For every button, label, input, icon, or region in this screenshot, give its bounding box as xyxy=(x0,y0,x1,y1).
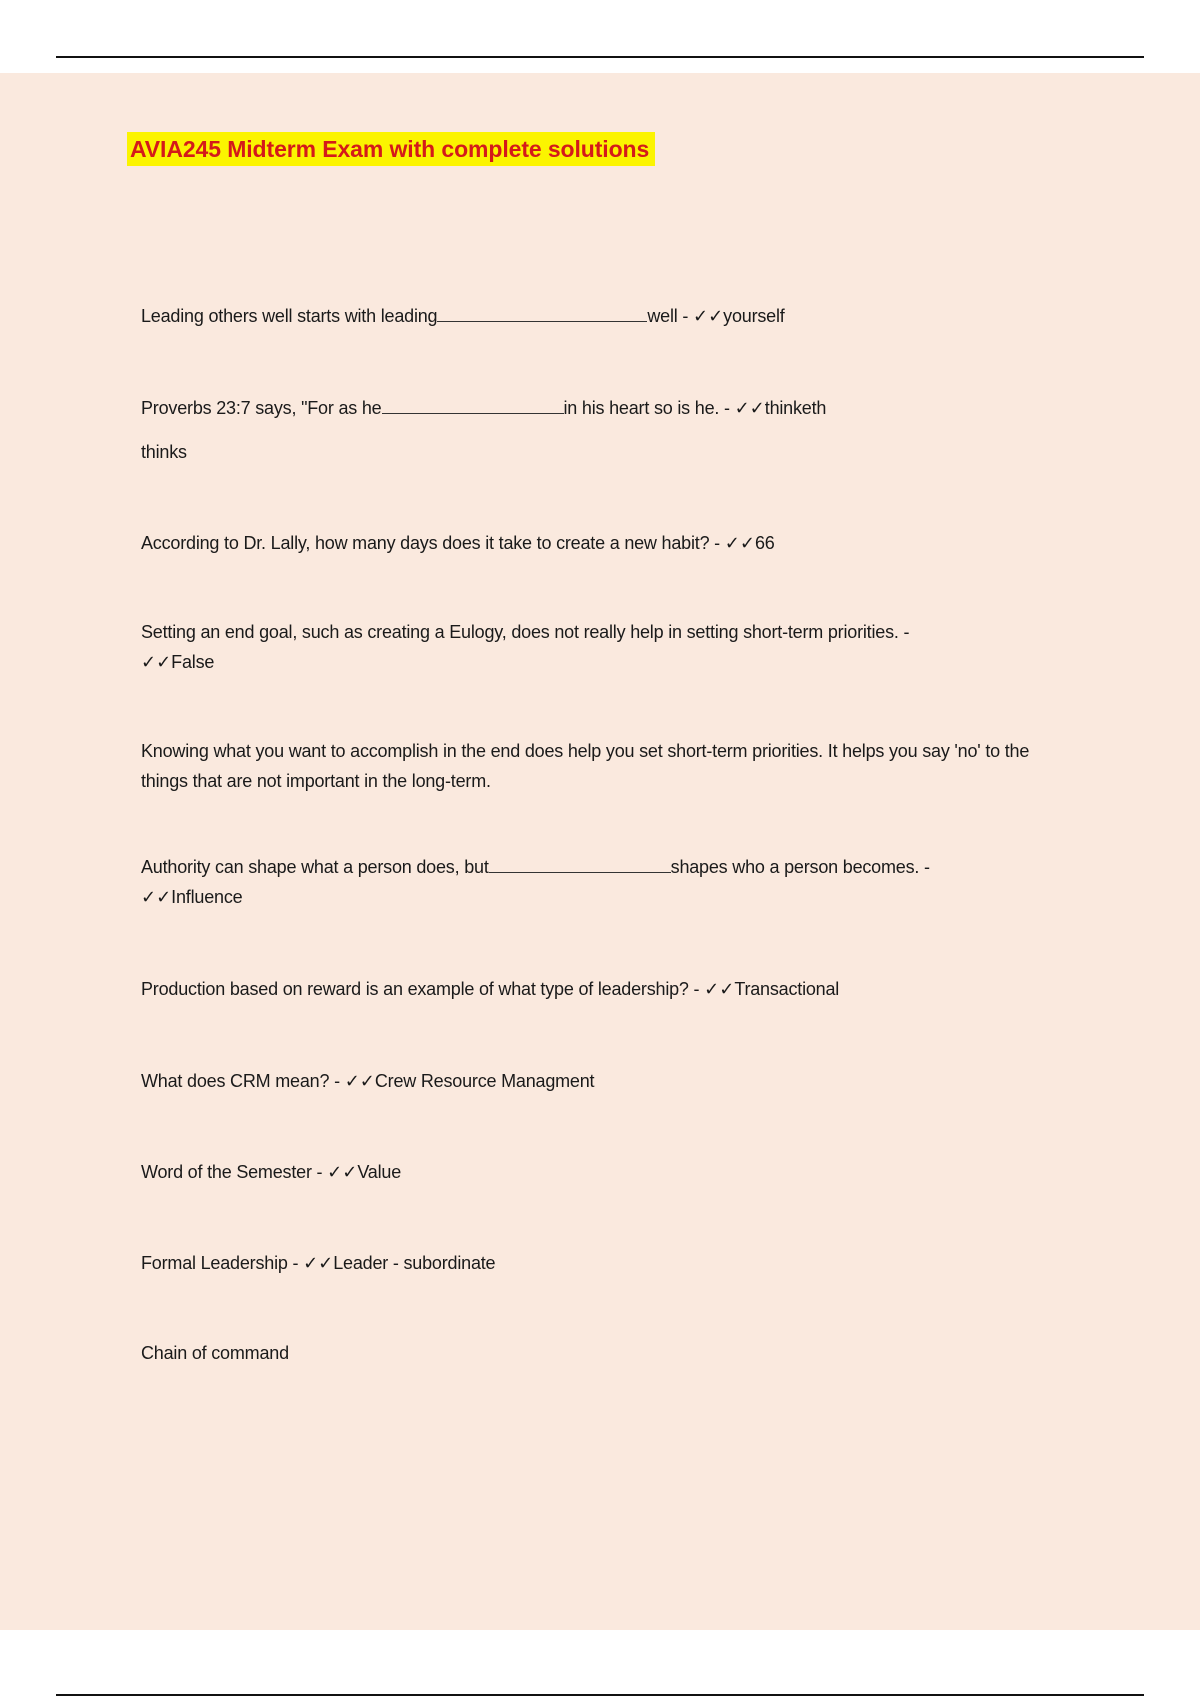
answer-blank xyxy=(437,304,647,322)
question-3-prompt: According to Dr. Lally, how many days does it take to create a new habit? - xyxy=(141,533,725,553)
question-9 xyxy=(141,1248,1041,1278)
answer-blank xyxy=(489,855,671,873)
question-8-prompt: Word of the Semester - xyxy=(141,1162,328,1182)
check-mark: ✓✓ xyxy=(303,1253,334,1273)
question-2-answer: thinketh xyxy=(764,398,827,418)
question-4-prompt: Setting an end goal, such as creating a Eulogy, does not really help in setting short-term priorities. - xyxy=(141,622,910,642)
check-mark: ✓✓ xyxy=(692,306,724,326)
question-1-prompt: Leading others well starts with leading xyxy=(141,306,438,326)
question-2-note: thinks xyxy=(141,442,187,462)
question-3 xyxy=(141,528,1041,558)
question-7-answer: Crew Resource Managment xyxy=(374,1071,595,1091)
question-5-prompt: Authority can shape what a person does, but xyxy=(141,857,489,877)
question-7-prompt: What does CRM mean? - xyxy=(141,1071,345,1091)
question-1 xyxy=(141,301,1041,331)
question-7 xyxy=(141,1066,1041,1096)
question-5-answer: Influence xyxy=(171,887,243,907)
question-5-prompt-end: shapes who a person becomes. - xyxy=(670,857,930,877)
question-2 xyxy=(141,393,1041,423)
question-4-answer: False xyxy=(171,652,215,672)
question-6 xyxy=(141,974,1041,1004)
question-6-prompt: Production based on reward is an example of what type of leadership? - xyxy=(141,979,705,999)
question-6-answer: Transactional xyxy=(734,979,840,999)
check-mark: ✓✓ xyxy=(344,1071,375,1091)
check-mark: ✓✓ xyxy=(724,533,755,553)
question-2-prompt: Proverbs 23:7 says, "For as he xyxy=(141,398,382,418)
explanation-paragraph: Knowing what you want to accomplish in the end does help you set short-term priorities. It helps you say 'no' to the things that are not important in the long-term. xyxy=(141,741,1030,791)
question-8 xyxy=(141,1157,1041,1187)
question-4 xyxy=(141,617,1041,677)
question-9-prompt: Formal Leadership - xyxy=(141,1253,304,1273)
check-mark: ✓✓ xyxy=(734,398,765,418)
header-rule xyxy=(56,56,1144,58)
question-1-prompt-end: well - xyxy=(647,306,693,326)
question-1-answer: yourself xyxy=(723,306,785,326)
question-5 xyxy=(141,852,1041,912)
check-mark: ✓✓ xyxy=(141,652,172,672)
footer-rule xyxy=(56,1694,1144,1696)
question-9-note: Chain of command xyxy=(141,1343,289,1363)
question-9-answer: Leader - subordinate xyxy=(333,1253,496,1273)
document-title: AVIA245 Midterm Exam with complete solutions xyxy=(127,132,655,166)
check-mark: ✓✓ xyxy=(141,887,172,907)
check-mark: ✓✓ xyxy=(704,979,735,999)
question-8-answer: Value xyxy=(357,1162,402,1182)
question-2-prompt-end: in his heart so is he. - xyxy=(563,398,735,418)
question-3-answer: 66 xyxy=(754,533,775,553)
answer-blank xyxy=(382,396,564,414)
title-block xyxy=(127,132,655,166)
check-mark: ✓✓ xyxy=(327,1162,358,1182)
